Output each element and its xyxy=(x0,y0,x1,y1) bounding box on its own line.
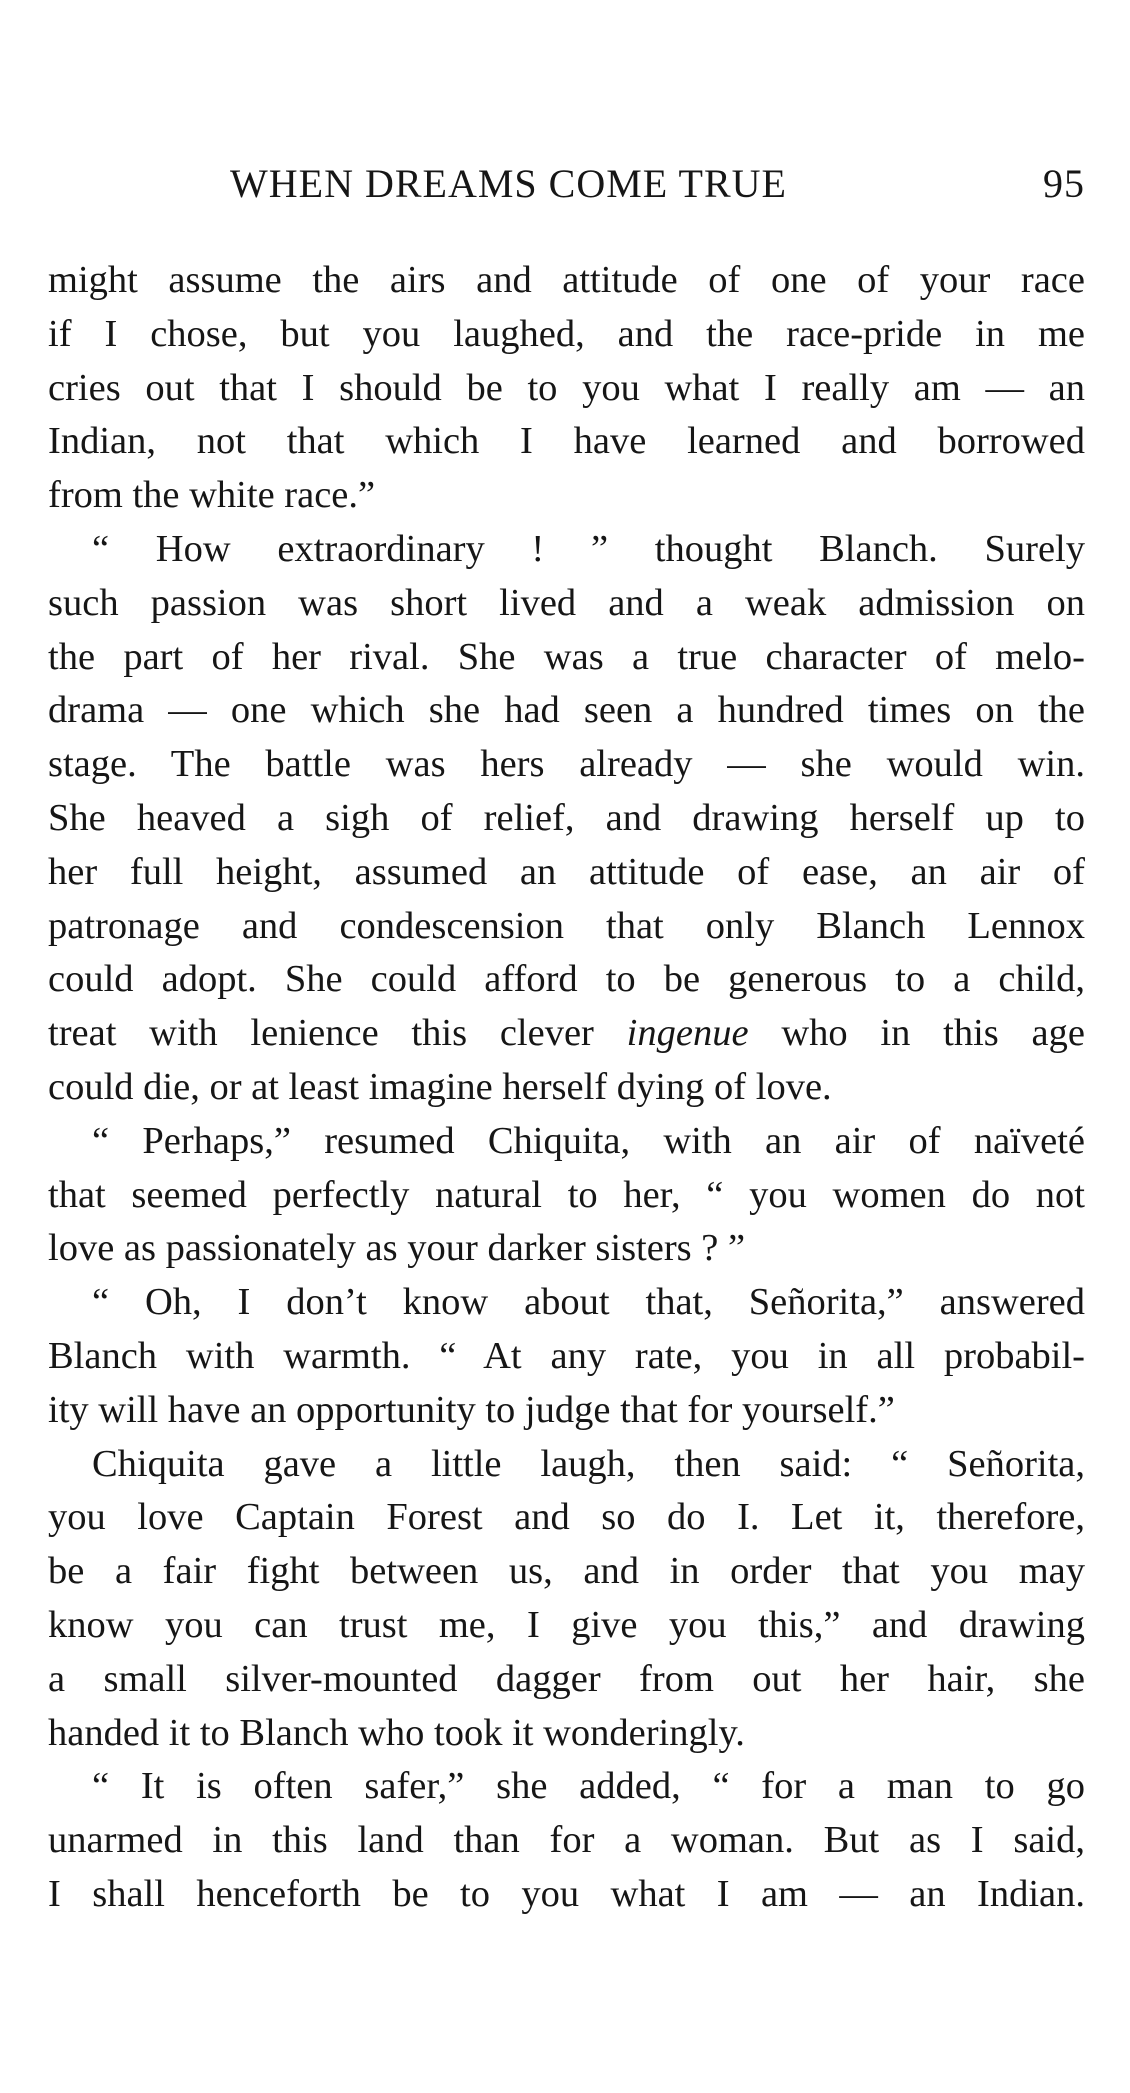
paragraph-first-line: “ It is often safer,” she added, “ for a man to go xyxy=(92,1765,1085,1808)
text-line: I shall henceforth be to you what I am — an Indian. xyxy=(48,1872,1085,1915)
text-line: her full height, assumed an attitude of ease, an air of xyxy=(48,850,1085,893)
text-line: love as passionately as your darker sisters ? ” xyxy=(48,1227,746,1270)
text-line: know you can trust me, I give you this,” and drawing xyxy=(48,1603,1085,1646)
text-line: if I chose, but you laughed, and the race-pride in me xyxy=(48,312,1085,355)
line-text-before: treat with lenience this clever xyxy=(48,1012,627,1055)
paragraph-first-line: “ Oh, I don’t know about that, Señorita,” answered xyxy=(92,1281,1085,1324)
text-line: ity will have an opportunity to judge that for yourself.” xyxy=(48,1388,895,1431)
line-text-after: who in this age xyxy=(748,1012,1085,1055)
text-line: Indian, not that which I have learned and borrowed xyxy=(48,420,1085,463)
text-line: Blanch with warmth. “ At any rate, you in all probabil- xyxy=(48,1334,1085,1377)
text-line: unarmed in this land than for a woman. But as I said, xyxy=(48,1819,1085,1862)
text-line: stage. The battle was hers already — she would win. xyxy=(48,743,1085,786)
text-line: that seemed perfectly natural to her, “ you women do not xyxy=(48,1173,1085,1216)
text-line: such passion was short lived and a weak admission on xyxy=(48,581,1085,624)
paragraph-first-line: “ How extraordinary ! ” thought Blanch. Surely xyxy=(92,527,1085,570)
page-number: 95 xyxy=(1043,161,1085,206)
body-text xyxy=(48,254,1085,1922)
text-line: from the white race.” xyxy=(48,474,376,517)
text-line: the part of her rival. She was a true character of melo- xyxy=(48,635,1085,678)
text-line-with-italic xyxy=(48,1007,1085,1061)
text-line: could die, or at least imagine herself dying of love. xyxy=(48,1065,832,1108)
paragraph-first-line: “ Perhaps,” resumed Chiquita, with an air of naïveté xyxy=(92,1119,1085,1162)
running-title: WHEN DREAMS COME TRUE xyxy=(230,161,787,206)
text-line: patronage and condescension that only Blanch Lennox xyxy=(48,904,1085,947)
text-line: cries out that I should be to you what I really am — an xyxy=(48,366,1085,409)
running-header xyxy=(48,158,1085,210)
text-line: a small silver-mounted dagger from out her hair, she xyxy=(48,1657,1085,1700)
text-line: be a fair fight between us, and in order that you may xyxy=(48,1550,1085,1593)
text-line: drama — one which she had seen a hundred times on the xyxy=(48,689,1085,732)
text-line: handed it to Blanch who took it wonderingly. xyxy=(48,1711,745,1754)
text-line: you love Captain Forest and so do I. Let it, therefore, xyxy=(48,1496,1085,1539)
text-line: She heaved a sigh of relief, and drawing herself up to xyxy=(48,796,1085,839)
text-line: could adopt. She could afford to be generous to a child, xyxy=(48,958,1085,1001)
book-page xyxy=(48,0,1085,2093)
paragraph-first-line: Chiquita gave a little laugh, then said: “ Señorita, xyxy=(92,1442,1085,1485)
text-line: might assume the airs and attitude of one of your race xyxy=(48,259,1085,301)
italic-word: ingenue xyxy=(626,1012,749,1055)
